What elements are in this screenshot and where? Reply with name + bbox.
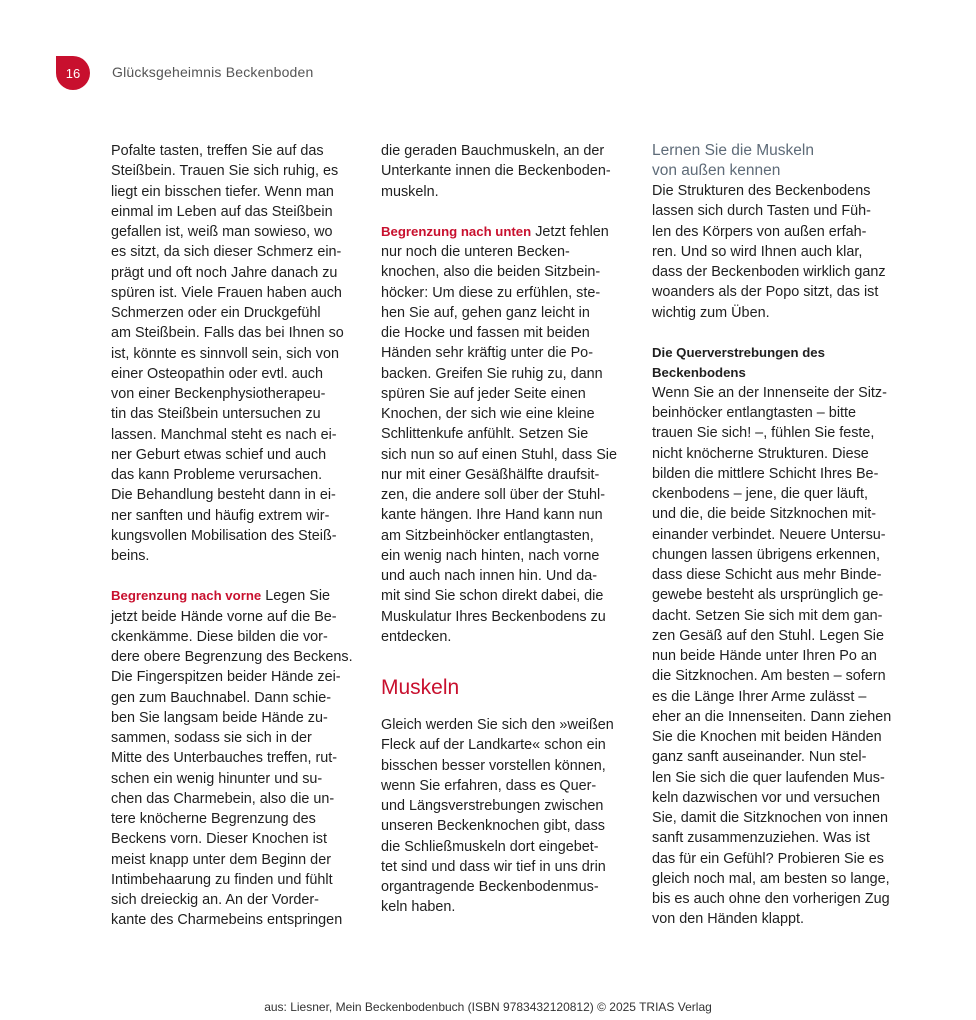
text-line: sich nun so auf einen Stuhl, dass Sie — [381, 446, 617, 463]
text-line: Unterkante innen die Beckenboden- — [381, 163, 611, 180]
text-line: spüren Sie auf jeder Seite einen — [381, 385, 586, 402]
paragraph-body — [381, 242, 631, 647]
text-line: keln dazwischen vor und versuchen — [652, 789, 880, 806]
text-line: knochen, also die beiden Sitzbein- — [381, 264, 601, 281]
text-line: ner Geburt etwas schief und auch — [111, 446, 327, 463]
text-line: Muskulatur Ihres Beckenbodens zu — [381, 608, 606, 625]
text-line: chungen lassen übrigens erkennen, — [652, 546, 881, 563]
text-line: sich dreieckig an. An der Vorder- — [111, 892, 319, 908]
footer-citation: aus: Liesner, Mein Beckenbodenbuch (ISBN 9783432120812) © 2025 TRIAS Verlag — [264, 1000, 712, 1014]
text-line: jetzt beide Hände vorne auf die Be- — [111, 608, 337, 625]
paragraph — [381, 141, 631, 202]
text-line: muskeln. — [381, 183, 439, 200]
text-line: ein wenig nach hinten, nach vorne — [381, 547, 600, 564]
text-line: bisschen besser vorstellen können, — [381, 757, 606, 774]
text-line: Die Querverstrebungen des — [652, 344, 825, 360]
text-line: nun beide Hände unter Ihren Po an — [652, 648, 877, 664]
text-line: kante des Charmebeins entspringen — [111, 912, 343, 929]
text-line: dass der Beckenboden wirklich ganz — [652, 264, 886, 280]
text-line: Beckens vorn. Dieser Knochen ist — [111, 831, 327, 848]
text-line: woanders als der Popo sitzt, das ist — [652, 284, 879, 301]
text-line: von einer Beckenphysiotherapeu- — [111, 386, 326, 402]
text-line: kante hängen. Ihre Hand kann nun — [381, 507, 603, 524]
paragraph — [381, 222, 631, 647]
text-line: eher an die Innenseiten. Dann ziehen — [652, 708, 892, 725]
column-3 — [652, 141, 902, 930]
text-line: gefallen ist, weiß man sowieso, wo — [111, 224, 333, 240]
text-line: len des Körpers von außen erfah- — [652, 223, 867, 240]
text-line: und Längsverstrebungen zwischen — [381, 798, 604, 814]
page-number-badge — [56, 56, 90, 90]
keyword-lower-boundary: Begrenzung nach unten — [381, 223, 532, 239]
text-line: meist knapp unter dem Beginn der — [111, 851, 331, 868]
text-line: das für ein Gefühl? Probieren Sie es — [652, 850, 884, 867]
text-line: zen Gesäß auf den Stuhl. Legen Sie — [652, 627, 885, 644]
text-line: zen, die andere soll über der Stuhl- — [381, 487, 605, 503]
text-line: Schlittenkufe anfühlt. Setzen Sie — [381, 426, 589, 443]
text-line: mit sind Sie schon direkt dabei, die — [381, 588, 604, 605]
text-line: nicht knöcherne Strukturen. Diese — [652, 445, 869, 462]
text-line: backen. Greifen Sie ruhig zu, dann — [381, 365, 603, 382]
text-line: am Steißbein. Falls das bei Ihnen so — [111, 325, 344, 342]
text-line: Die Fingerspitzen beider Hände zei- — [111, 669, 341, 686]
text-line: bis es auch ohne den vorherigen Zug — [652, 891, 890, 907]
text-line: Intimbehaarung zu finden und fühlt — [111, 871, 333, 888]
text-line: Die Behandlung besteht dann in ei- — [111, 487, 336, 504]
text-line: beinhöcker entlangtasten – bitte — [652, 405, 857, 421]
text-line: es sitzt, da sich dieser Schmerz ein- — [111, 244, 342, 261]
paragraph — [111, 141, 361, 566]
text-line: ganz sanft auseinander. Nun stel- — [652, 749, 867, 766]
paragraph-body — [111, 607, 361, 931]
text-line: von den Händen klappt. — [652, 911, 805, 928]
paragraph — [652, 383, 902, 930]
paragraph-lead: Jetzt fehlen — [531, 223, 609, 240]
text-line: ist, könnte es sinnvoll sein, sich von — [111, 345, 339, 362]
text-line: und auch nach innen hin. Und da- — [381, 568, 598, 584]
text-line: Schmerzen oder ein Druckgefühl — [111, 305, 321, 321]
text-line: die Hocke und fassen mit beiden — [381, 325, 590, 341]
text-line: die Schließmuskeln dort eingebet- — [381, 838, 599, 855]
paragraph — [652, 181, 902, 323]
text-line: Gleich werden Sie sich den »weißen — [381, 717, 614, 733]
text-line: liegt ein bisschen tiefer. Wenn man — [111, 183, 334, 200]
text-line: dass diese Schicht aus mehr Binde- — [652, 567, 882, 583]
text-line: lassen. Manchmal steht es nach ei- — [111, 426, 337, 443]
text-line: organtragende Beckenbodenmus- — [381, 879, 599, 895]
text-line: nur mit einer Gesäßhälfte draufsit- — [381, 466, 600, 483]
subheading — [652, 141, 902, 181]
text-line: ren. Und so wird Ihnen auch klar, — [652, 243, 863, 260]
section-title: Muskeln — [381, 676, 460, 699]
text-line: Wenn Sie an der Innenseite der Sitz- — [652, 384, 887, 401]
text-line: tere knöcherne Begrenzung des — [111, 811, 316, 827]
text-line: Sie, damit die Sitzknochen von innen — [652, 810, 888, 826]
text-line: lassen sich durch Tasten und Füh- — [652, 203, 871, 220]
text-line: schen ein wenig hinunter und su- — [111, 770, 323, 787]
text-line: einmal im Leben auf das Steißbein — [111, 203, 333, 220]
text-line: am Sitzbeinhöcker entlangtasten, — [381, 527, 594, 544]
text-line: gewebe besteht als ursprünglich ge- — [652, 587, 884, 604]
text-line: ner sanften und häufig extrem wir- — [111, 507, 330, 524]
text-line: trauen Sie sich! –, fühlen Sie feste, — [652, 425, 875, 442]
text-line: Lernen Sie die Muskeln — [652, 142, 814, 159]
text-line: Steißbein. Trauen Sie sich ruhig, es — [111, 163, 339, 180]
text-line: Sie die Knochen mit beiden Händen — [652, 729, 882, 745]
text-line: dere obere Begrenzung des Beckens. — [111, 649, 353, 665]
text-line: len Sie sich die quer laufenden Mus- — [652, 769, 885, 786]
text-line: prägt und oft noch Jahre danach zu — [111, 264, 338, 281]
text-line: es die Länge Ihrer Arme zulässt – — [652, 688, 867, 705]
text-line: die Sitzknochen. Am besten – sofern — [652, 668, 886, 685]
text-line: einer Osteopathin oder evtl. auch — [111, 365, 323, 382]
paragraph — [381, 715, 631, 918]
text-line: bilden die mittlere Schicht Ihres Be- — [652, 465, 879, 482]
text-line: Mitte des Unterbauches treffen, rut- — [111, 750, 338, 767]
text-line: Händen sehr kräftig unter die Po- — [381, 345, 593, 362]
text-line: einander verbindet. Neuere Untersu- — [652, 526, 886, 543]
text-line: von außen kennen — [652, 162, 781, 179]
running-title: Glücksgeheimnis Beckenboden — [112, 64, 314, 80]
text-line: gen zum Bauchnabel. Dann schie- — [111, 689, 331, 706]
bold-heading — [652, 343, 902, 383]
text-line: kungsvollen Mobilisation des Steiß- — [111, 527, 337, 544]
page-number: 16 — [65, 65, 81, 81]
text-line: ckenbodens – jene, die quer läuft, — [652, 486, 869, 502]
text-line: Fleck auf der Landkarte« schon ein — [381, 737, 606, 754]
text-line: ben Sie langsam beide Hände zu- — [111, 709, 328, 726]
text-line: keln haben. — [381, 899, 456, 916]
text-line: gleich noch mal, am besten so lange, — [652, 870, 890, 887]
text-line: chen das Charmebein, also die un- — [111, 790, 335, 807]
text-line: hen Sie auf, gehen ganz leicht in — [381, 304, 590, 321]
text-line: dacht. Setzen Sie sich mit dem gan- — [652, 607, 883, 624]
keyword-front-boundary: Begrenzung nach vorne — [111, 588, 262, 604]
text-line: Beckenbodens — [652, 364, 746, 380]
paragraph-lead: Legen Sie — [261, 588, 331, 605]
text-line: spüren ist. Viele Frauen haben auch — [111, 284, 342, 301]
text-line: wichtig zum Üben. — [652, 304, 770, 321]
text-line: beins. — [111, 548, 150, 564]
text-line: wenn Sie erfahren, dass es Quer- — [381, 777, 597, 794]
text-line: tet sind und dass wir tief in uns drin — [381, 858, 606, 875]
text-line: die geraden Bauchmuskeln, an der — [381, 143, 605, 159]
text-line: Pofalte tasten, treffen Sie auf das — [111, 143, 324, 159]
column-1 — [111, 141, 361, 931]
text-line: unseren Beckenknochen gibt, dass — [381, 818, 606, 835]
text-line: das kann Probleme verursachen. — [111, 467, 323, 483]
text-line: ckenkämme. Diese bilden die vor- — [111, 628, 328, 645]
text-line: Knochen, der sich wie eine kleine — [381, 406, 595, 422]
text-line: nur noch die unteren Becken- — [381, 244, 570, 260]
text-line: und die, die beide Sitzknochen mit- — [652, 506, 876, 523]
text-line: sanft zusammenzuziehen. Was ist — [652, 830, 870, 847]
text-line: sammen, sodass sie sich in der — [111, 730, 312, 746]
text-line: höcker: Um diese zu erfühlen, ste- — [381, 284, 601, 301]
column-2 — [381, 141, 631, 918]
text-line: Die Strukturen des Beckenbodens — [652, 183, 871, 199]
paragraph — [111, 586, 361, 930]
text-line: entdecken. — [381, 628, 452, 645]
text-line: tin das Steißbein untersuchen zu — [111, 406, 321, 423]
